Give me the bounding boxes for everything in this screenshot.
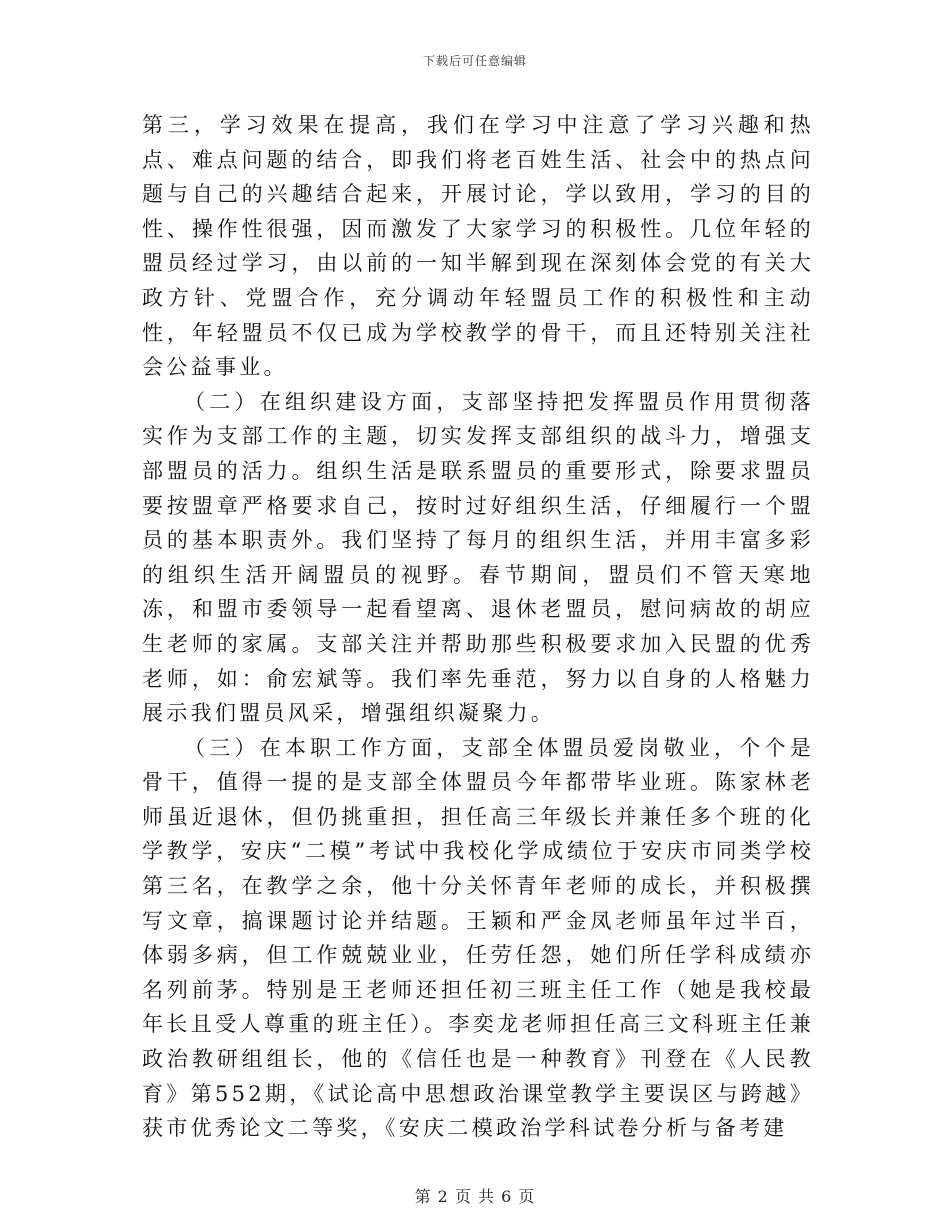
paragraph-study-effect: 第三，学习效果在提高，我们在学习中注意了学习兴趣和热点、难点问题的结合，即我们将老百姓生活、社会中的热点问题与自己的兴趣结合起来，开展讨论，学以致用，学习的目的性、操作性很强，因而激发了大家学习的积极性。几位年轻的盟员经过学习，由以前的一知半解到现在深刻体会党的有关大政方针、党盟合作，充分调动年轻盟员工作的积极性和主动性，年轻盟员不仅已成为学校教学的骨干，而且还特别关注社会公益事业。 <box>142 113 814 380</box>
document-body <box>142 108 814 1146</box>
page-header: 下载后可任意编辑 <box>422 54 527 68</box>
page-number: 第 2 页 共 6 页 <box>414 1187 536 1206</box>
paragraph-work: （三）在本职工作方面，支部全体盟员爱岗敬业，个个是骨干，值得一提的是支部全体盟员今年都带毕业班。陈家林老师虽近退休，但仍挑重担，担任高三年级长并兼任多个班的化学教学，安庆“二模”考试中我校化学成绩位于安庆市同类学校第三名，在教学之余，他十分关怀青年老师的成长，并积极撰写文章，搞课题讨论并结题。王颖和严金凤老师虽年过半百，体弱多病，但工作兢兢业业，任劳任怨，她们所任学科成绩亦名列前茅。特别是王老师还担任初三班主任工作（她是我校最年长且受人尊重的班主任）。李奕龙老师担任高三文科班主任兼政治教研组组长，他的《信任也是一种教育》刊登在《人民教育》第552期，《试论高中思想政治课堂教学主要误区与跨越》获市优秀论文二等奖，《安庆二模政治学科试卷分析与备考建 <box>142 735 814 1141</box>
paragraph-organization: （二）在组织建设方面，支部坚持把发挥盟员作用贯彻落实作为支部工作的主题，切实发挥支部组织的战斗力，增强支部盟员的活力。组织生活是联系盟员的重要形式，除要求盟员要按盟章严格要求自己，按时过好组织生活，仔细履行一个盟员的基本职责外。我们坚持了每月的组织生活，并用丰富多彩的组织生活开阔盟员的视野。春节期间，盟员们不管天寒地冻，和盟市委领导一起看望离、退休老盟员，慰问病故的胡应生老师的家属。支部关注并帮助那些积极要求加入民盟的优秀老师，如：俞宏斌等。我们率先垂范，努力以自身的人格魅力展示我们盟员风采，增强组织凝聚力。 <box>142 389 814 726</box>
